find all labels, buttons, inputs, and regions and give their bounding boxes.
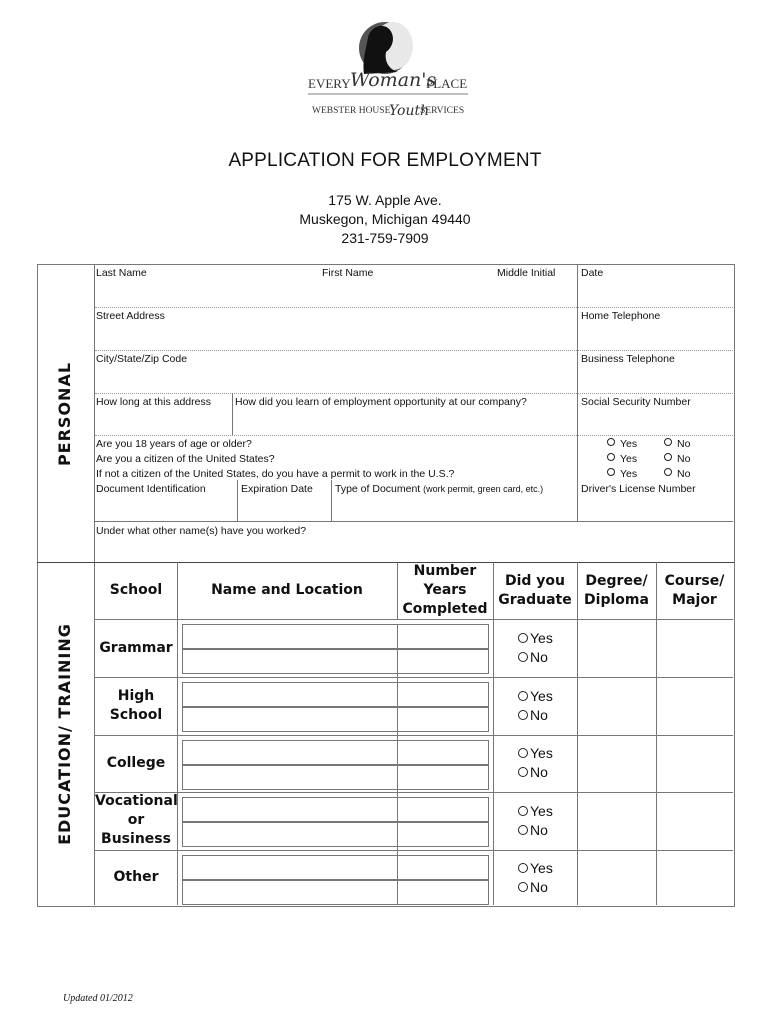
college-graduate — [518, 744, 553, 782]
business-telephone-label: Business Telephone — [581, 353, 675, 365]
header-years-line1: Number — [413, 563, 477, 579]
radio-circle-icon — [518, 710, 528, 720]
phone-number: 231-759-7909 — [341, 230, 429, 246]
graduate-yes-option[interactable]: Yes — [518, 802, 553, 821]
company-logo — [300, 18, 475, 123]
school-row-label: Vocational — [95, 793, 178, 809]
logo-sub-left: WEBSTER HOUSE — [312, 106, 391, 116]
personal-section-label: PERSONAL — [55, 361, 74, 467]
school-row-grammar: Grammar — [99, 640, 173, 656]
document-type-note: (work permit, green card, etc.) — [423, 484, 544, 494]
header-course — [656, 572, 733, 610]
graduate-no-option[interactable]: No — [518, 763, 553, 782]
page-title: APPLICATION FOR EMPLOYMENT — [228, 150, 542, 171]
graduate-yes-option[interactable]: Yes — [518, 859, 553, 878]
logo-text-left: EVERY — [308, 76, 351, 91]
citizen-yes-option[interactable]: Yes — [607, 452, 637, 466]
logo-text-script: Woman's — [350, 69, 437, 91]
radio-circle-icon — [518, 863, 528, 873]
question-age: Are you 18 years of age or older? — [96, 438, 252, 450]
logo-text-right: PLACE — [426, 76, 468, 91]
graduate-yes-option[interactable]: Yes — [518, 629, 553, 648]
header-graduate — [493, 572, 577, 610]
header-course-line2: Major — [672, 592, 717, 608]
high-school-graduate — [518, 687, 553, 725]
radio-circle-icon — [518, 748, 528, 758]
radio-circle-icon — [518, 652, 528, 662]
drivers-license-label: Driver's License Number — [581, 483, 696, 495]
grammar-graduate — [518, 629, 553, 667]
header-degree — [577, 572, 656, 610]
header-course-line1: Course/ — [664, 573, 725, 589]
graduate-yes-option[interactable]: Yes — [518, 687, 553, 706]
home-telephone-label: Home Telephone — [581, 310, 661, 322]
radio-circle-icon — [607, 438, 615, 446]
header-degree-line2: Diploma — [584, 592, 649, 608]
other-graduate — [518, 859, 553, 897]
address-line-1: 175 W. Apple Ave. — [328, 192, 442, 208]
header-years — [397, 562, 493, 619]
school-row-label: or — [127, 812, 145, 828]
graduate-no-option[interactable]: No — [518, 706, 553, 725]
header-degree-line1: Degree/ — [585, 573, 648, 589]
header-graduate-line2: Graduate — [498, 592, 572, 608]
radio-circle-icon — [518, 882, 528, 892]
school-row-label: Business — [101, 831, 171, 847]
ssn-label: Social Security Number — [581, 396, 691, 408]
radio-circle-icon — [664, 453, 672, 461]
graduate-no-option[interactable]: No — [518, 821, 553, 840]
expiration-date-label: Expiration Date — [241, 483, 313, 495]
radio-circle-icon — [518, 691, 528, 701]
school-row-high-school — [95, 687, 177, 725]
date-label: Date — [581, 267, 604, 279]
radio-circle-icon — [607, 453, 615, 461]
radio-circle-icon — [518, 806, 528, 816]
radio-circle-icon — [518, 633, 528, 643]
school-row-college: College — [106, 755, 166, 771]
document-id-label: Document Identification — [96, 483, 206, 495]
radio-circle-icon — [518, 825, 528, 835]
citizen-no-option[interactable]: No — [664, 452, 690, 466]
age-yes-option[interactable]: Yes — [607, 437, 637, 451]
school-row-label: School — [109, 707, 163, 723]
street-address-label: Street Address — [96, 310, 165, 322]
how-learn-label: How did you learn of employment opportunity at our company? — [235, 396, 527, 408]
radio-circle-icon — [607, 468, 615, 476]
education-section-label: EDUCATION/ TRAINING — [55, 623, 74, 845]
radio-circle-icon — [664, 468, 672, 476]
updated-date: Updated 01/2012 — [63, 993, 133, 1004]
header-school: School — [109, 582, 163, 598]
permit-yes-option[interactable]: Yes — [607, 467, 637, 481]
school-row-other: Other — [113, 869, 159, 885]
school-row-label: High — [117, 688, 155, 704]
logo-graphic — [300, 18, 475, 123]
other-names-label: Under what other name(s) have you worked? — [96, 525, 307, 537]
last-name-label: Last Name — [96, 267, 147, 279]
question-citizen: Are you a citizen of the United States? — [96, 453, 275, 465]
question-permit: If not a citizen of the United States, do you have a permit to work in the U.S.? — [96, 468, 455, 480]
permit-no-option[interactable]: No — [664, 467, 690, 481]
middle-initial-label: Middle Initial — [497, 267, 556, 279]
vocational-graduate — [518, 802, 553, 840]
document-type-label: Type of Document (work permit, green card, etc.) — [335, 483, 544, 495]
graduate-no-option[interactable]: No — [518, 648, 553, 667]
graduate-no-option[interactable]: No — [518, 878, 553, 897]
radio-circle-icon — [664, 438, 672, 446]
radio-circle-icon — [518, 767, 528, 777]
how-long-label: How long at this address — [96, 396, 211, 408]
city-state-zip-label: City/State/Zip Code — [96, 353, 188, 365]
age-no-option[interactable]: No — [664, 437, 690, 451]
logo-sub-script: Youth — [389, 103, 430, 119]
first-name-label: First Name — [322, 267, 374, 279]
header-graduate-line1: Did you — [504, 573, 566, 589]
school-row-vocational — [95, 792, 177, 849]
graduate-yes-option[interactable]: Yes — [518, 744, 553, 763]
header-years-line2: Years — [423, 582, 467, 598]
header-name-location: Name and Location — [211, 582, 363, 598]
logo-sub-right: SERVICES — [420, 106, 465, 116]
header-years-line3: Completed — [402, 601, 488, 617]
address-line-2: Muskegon, Michigan 49440 — [299, 211, 471, 227]
